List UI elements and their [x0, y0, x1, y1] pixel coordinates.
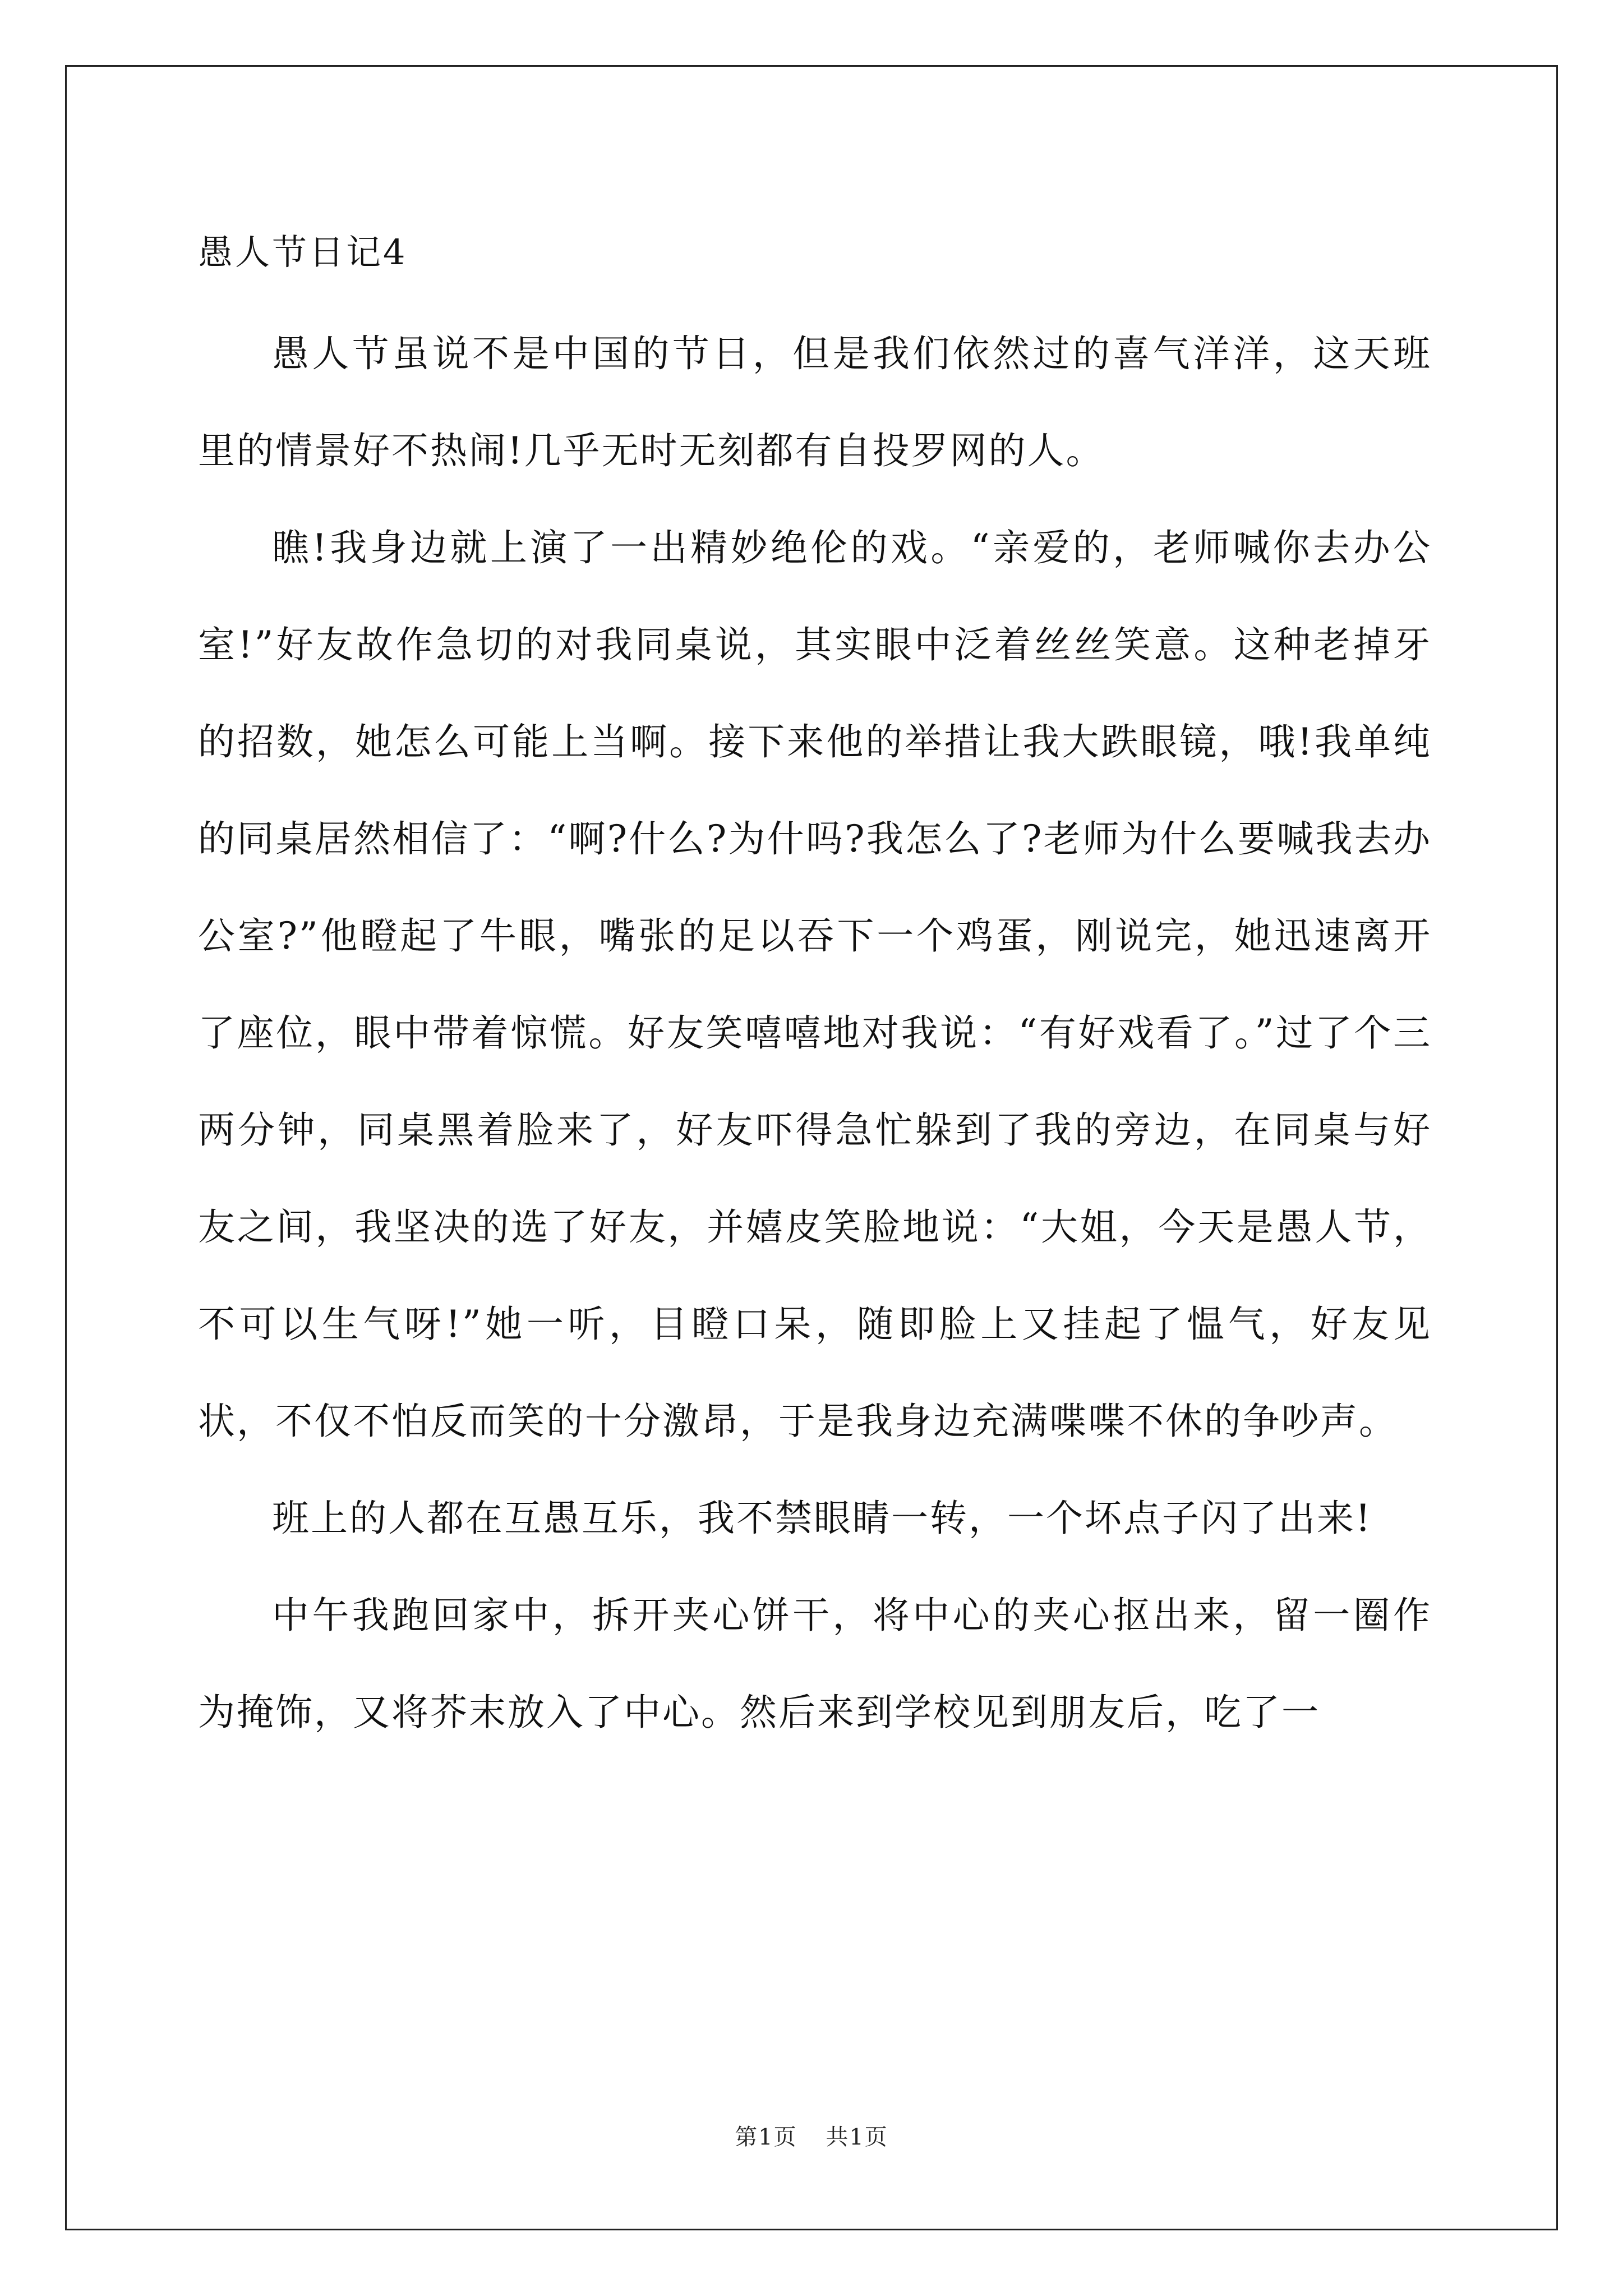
- page-number: 第1页: [735, 2124, 797, 2150]
- paragraph-4: 中午我跑回家中，拆开夹心饼干，将中心的夹心抠出来，留一圈作为掩饰，又将芥末放入了中心。然后来到学校见到朋友后，吃了一: [198, 1594, 1432, 1734]
- paragraph-1: 愚人节虽说不是中国的节日，但是我们依然过的喜气洋洋，这天班里的情景好不热闹!几乎无时无刻都有自投罗网的人。: [198, 332, 1432, 472]
- document-title: 愚人节日记4: [198, 232, 408, 273]
- paragraph-2: 瞧!我身边就上演了一出精妙绝伦的戏。“亲爱的，老师喊你去办公室!”好友故作急切的对我同桌说，其实眼中泛着丝丝笑意。这种老掉牙的招数，她怎么可能上当啊。接下来他的举措让我大跌眼镜，哦!我单纯的同桌居然相信了：“啊?什么?为什吗?我怎么了?老师为什么要喊我去办公室?”他瞪起了牛眼，嘴张的足以吞下一个鸡蛋，刚说完，她迅速离开了座位，眼中带着惊慌。好友笑嘻嘻地对我说：“有好戏看了。”过了个三两分钟，同桌黑着脸来了，好友吓得急忙躲到了我的旁边，在同桌与好友之间，我坚决的选了好友，并嬉皮笑脸地说：“大姐，今天是愚人节，不可以生气呀!”她一听，目瞪口呆，随即脸上又挂起了愠气，好友见状，不仅不怕反而笑的十分激昂，于是我身边充满喋喋不休的争吵声。: [198, 526, 1432, 1443]
- page-footer: [0, 2120, 1623, 2154]
- paragraph-3: 班上的人都在互愚互乐，我不禁眼睛一转，一个坏点子闪了出来!: [272, 1497, 1372, 1540]
- document-body: [198, 213, 1432, 1761]
- page-total: 共1页: [826, 2124, 888, 2150]
